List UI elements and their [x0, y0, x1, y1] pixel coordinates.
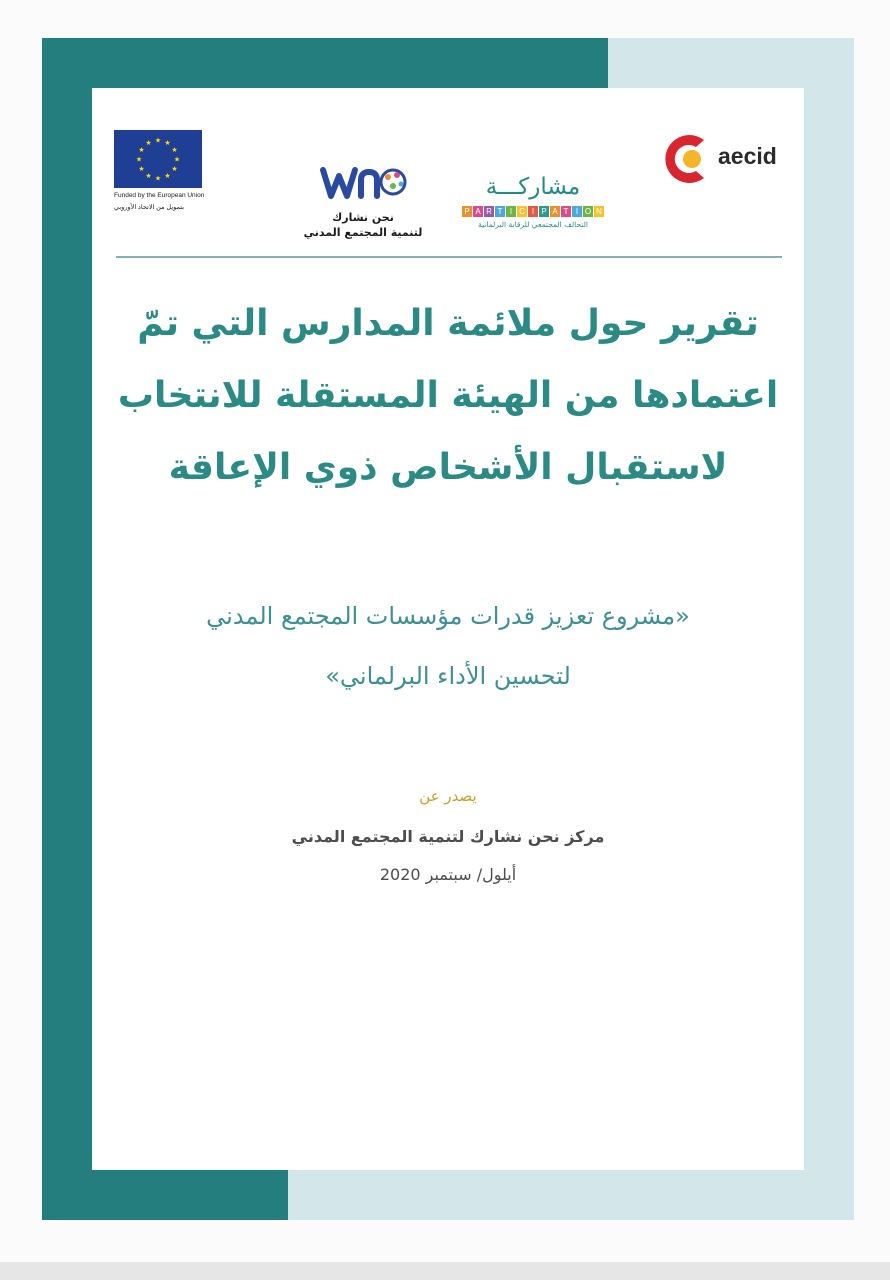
- eu-star-icon: ★: [171, 146, 178, 154]
- we-share-name: نحن نشارك: [332, 211, 394, 224]
- publication-date: أيلول/ سبتمبر 2020: [379, 865, 517, 884]
- participation-bar-letter: I: [528, 206, 538, 217]
- issuer-name: مركز نحن نشارك لتنمية المجتمع المدني: [291, 827, 605, 846]
- issued-by-label: يصدر عن: [419, 787, 477, 805]
- participation-bar-letter: C: [517, 206, 527, 217]
- frame-dark-bottom-bar: [42, 1170, 288, 1220]
- project-name-line: لتحسين الأداء البرلماني»: [325, 662, 571, 690]
- report-title-line: اعتمادها من الهيئة المستقلة للانتخاب: [117, 375, 779, 416]
- participation-bar-letter: T: [561, 206, 571, 217]
- participation-subtitle: التحالف المجتمعي للرقابة البرلمانية: [478, 220, 588, 229]
- aecid-mark-icon: [656, 128, 714, 190]
- participation-arabic-title: مشاركـــة: [485, 174, 581, 200]
- frame-dark-left-bar: [42, 38, 92, 1220]
- eu-logo: [114, 130, 226, 212]
- eu-star-icon: ★: [138, 165, 145, 173]
- publisher-block: [112, 784, 784, 890]
- participation-bar-letter: A: [473, 206, 483, 217]
- eu-star-icon: ★: [145, 171, 152, 180]
- participation-logo: [458, 172, 608, 229]
- eu-star-icon: ★: [154, 136, 162, 145]
- eu-star-icon: ★: [154, 174, 162, 183]
- participation-bar-letter: R: [484, 206, 494, 217]
- project-name: [112, 586, 784, 706]
- eu-star-icon: ★: [164, 171, 171, 180]
- report-title-line: لاستقبال الأشخاص ذوي الإعاقة: [168, 447, 728, 488]
- eu-star-icon: ★: [145, 139, 152, 148]
- participation-bar-letter: T: [495, 206, 505, 217]
- participation-bar-letter: P: [539, 206, 549, 217]
- we-share-logo: [288, 162, 438, 240]
- cover-page: [92, 88, 804, 1170]
- project-name-line: «مشروع تعزيز قدرات مؤسسات المجتمع المدني: [206, 602, 690, 630]
- eu-star-icon: ★: [135, 155, 143, 164]
- bottom-strip: [0, 1262, 890, 1280]
- participation-bar-letter: P: [462, 206, 472, 217]
- participation-color-bar: [462, 206, 604, 217]
- eu-star-icon: ★: [164, 139, 171, 148]
- eu-caption-en: Funded by the European Union: [114, 192, 205, 199]
- aecid-wordmark: aecid: [718, 143, 777, 169]
- eu-flag-icon: [114, 130, 202, 188]
- participation-bar-letter: A: [550, 206, 560, 217]
- eu-caption-ar: بتمويل من الاتحاد الأوروبي: [114, 204, 185, 211]
- we-share-mark-icon: [317, 162, 409, 206]
- aecid-logo: [656, 128, 796, 190]
- participation-bar-letter: I: [572, 206, 582, 217]
- header-divider: [116, 256, 782, 258]
- participation-bar-letter: O: [584, 207, 592, 216]
- participation-bar-letter: I: [506, 206, 516, 217]
- we-share-tagline: لتنمية المجتمع المدني: [303, 226, 423, 239]
- frame-dark-top-bar: [42, 38, 608, 88]
- report-title: [112, 288, 784, 504]
- participation-bar-letter: N: [594, 206, 604, 217]
- eu-star-icon: ★: [171, 165, 178, 173]
- eu-star-icon: ★: [173, 155, 181, 164]
- report-title-line: تقرير حول ملائمة المدارس التي تمّ: [137, 303, 759, 344]
- eu-star-icon: ★: [138, 146, 145, 154]
